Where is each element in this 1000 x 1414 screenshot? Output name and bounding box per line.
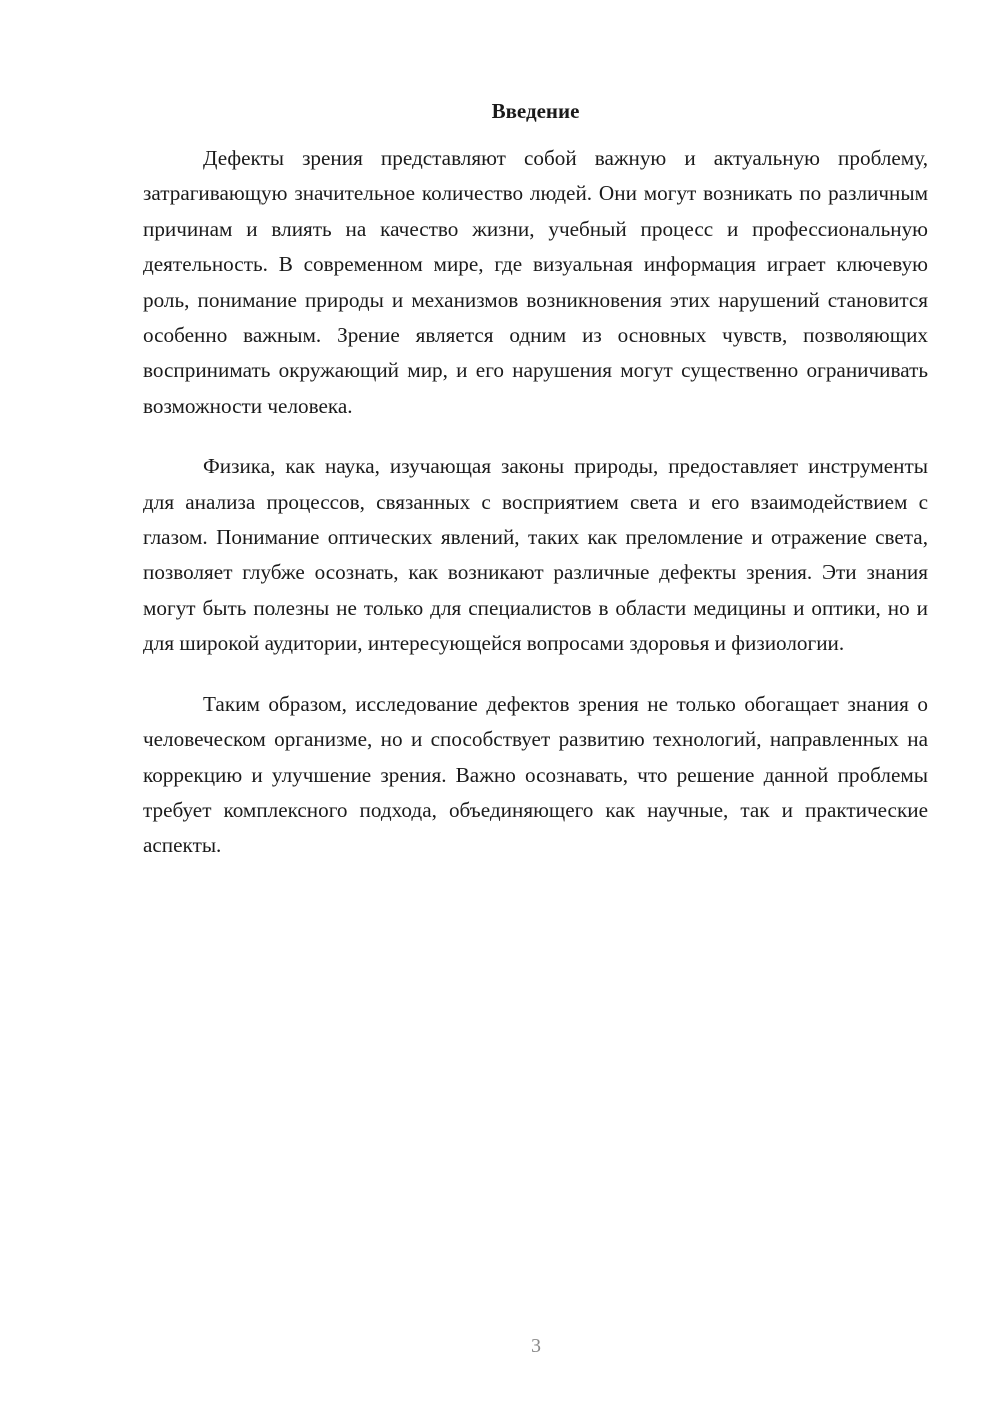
paragraph-2: Физика, как наука, изучающая законы природы, предоставляет инструменты для анализа процессов, связанных с восприятием света и его взаимодействием с глазом. Понимание оптических явлений, таких как преломление и отражение света, позволяет глубже осознать, как возникают различные дефекты зрения. Эти знания могут быть полезны не только для специалистов в области медицины и оптики, но и для широкой аудитории, интересующейся вопросами здоровья и физиологии. xyxy=(143,454,928,656)
page-content xyxy=(143,96,928,889)
page-number: 3 xyxy=(531,1335,541,1357)
paragraph-1: Дефекты зрения представляют собой важную и актуальную проблему, затрагивающую значительное количество людей. Они могут возникать по различным причинам и влиять на качество жизни, учебный процесс и профессиональную деятельность. В современном мире, где визуальная информация играет ключевую роль, понимание природы и механизмов возникновения этих нарушений становится особенно важным. Зрение является одним из основных чувств, позволяющих воспринимать окружающий мир, и его нарушения могут существенно ограничивать возможности человека. xyxy=(143,146,928,418)
paragraph-3: Таким образом, исследование дефектов зрения не только обогащает знания о человеческом организме, но и способствует развитию технологий, направленных на коррекцию и улучшение зрения. Важно осознавать, что решение данной проблемы требует комплексного подхода, объединяющего как научные, так и практические аспекты. xyxy=(143,691,928,858)
section-heading: Введение xyxy=(491,99,580,123)
